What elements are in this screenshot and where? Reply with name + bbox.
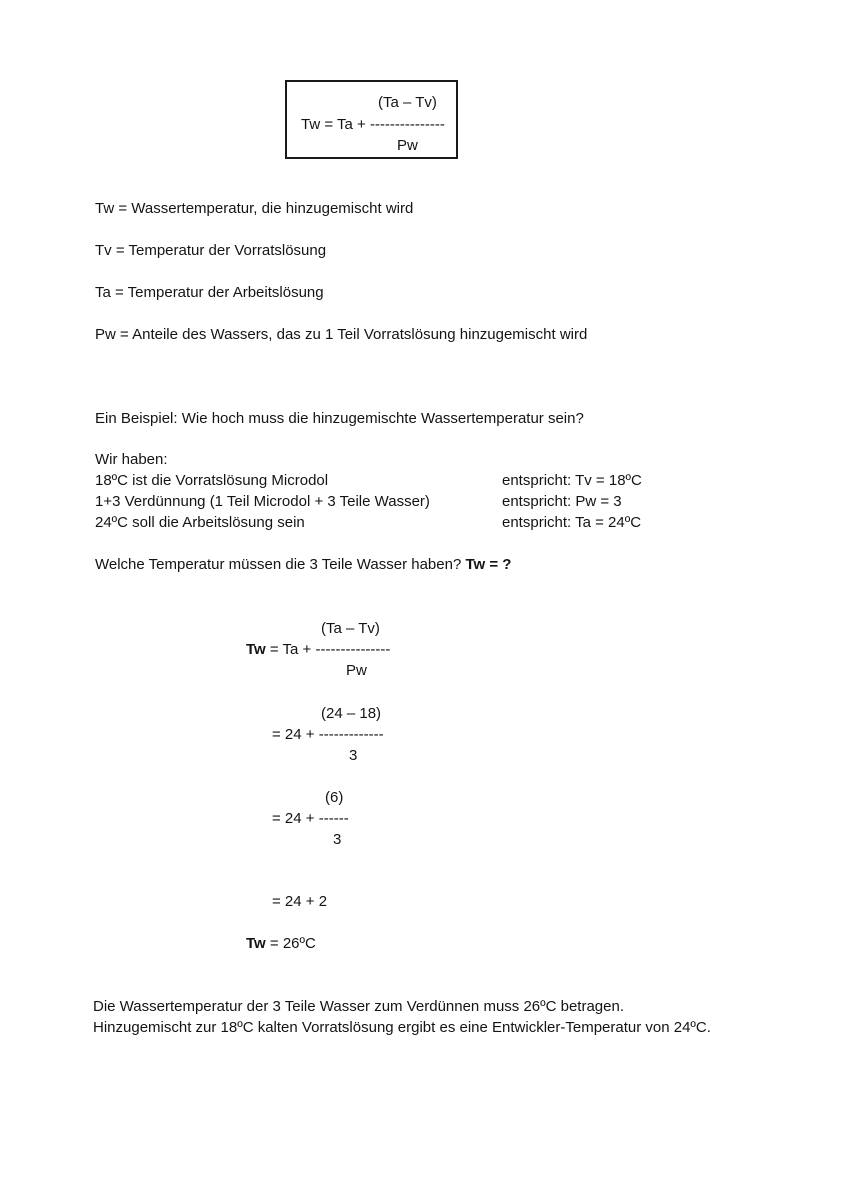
calc-result-tw: Tw <box>246 935 266 952</box>
example-ask <box>95 556 511 574</box>
example-question: Ein Beispiel: Wie hoch muss die hinzugemischte Wassertemperatur sein? <box>95 410 584 427</box>
calc-step3-bar: ------ <box>318 810 349 827</box>
formula-box-fraction-bar: --------------- <box>369 116 445 133</box>
example-row-right: entspricht: Ta = 24ºC <box>502 514 642 531</box>
calc-step1-lhs: = Ta + <box>265 641 316 658</box>
definition-tw: Tw = Wassertemperatur, die hinzugemischt wird <box>95 200 414 217</box>
calc-step2-numerator: (24 – 18) <box>321 705 382 722</box>
calc-step2-denominator: 3 <box>349 747 358 764</box>
calc-step4: = 24 + 2 <box>272 893 328 910</box>
example-ask-bold: Tw = ? <box>465 556 512 573</box>
calc-step3-equation <box>272 810 349 828</box>
example-have-label: Wir haben: <box>95 451 168 468</box>
calc-step3-lhs: = 24 + <box>272 810 319 827</box>
calc-result <box>246 935 316 953</box>
definition-ta: Ta = Temperatur der Arbeitslösung <box>95 284 324 301</box>
definition-tv: Tv = Temperatur der Vorratslösung <box>95 242 327 259</box>
conclusion-line: Hinzugemischt zur 18ºC kalten Vorratslösung ergibt es eine Entwickler-Temperatur von 24ºC. <box>93 1019 711 1036</box>
example-row-left: 1+3 Verdünnung (1 Teil Microdol + 3 Teile Wasser) <box>95 493 430 510</box>
calc-step2-equation <box>272 726 384 744</box>
calc-step1-bar: --------------- <box>315 641 391 658</box>
example-row-left: 24ºC soll die Arbeitslösung sein <box>95 514 305 531</box>
formula-box-equation <box>301 116 445 134</box>
formula-box-numerator: (Ta – Tv) <box>378 94 437 111</box>
formula-box-denominator: Pw <box>397 137 418 154</box>
example-row-left: 18ºC ist die Vorratslösung Microdol <box>95 472 329 489</box>
calc-step3-denominator: 3 <box>333 831 342 848</box>
calc-step3-numerator: (6) <box>325 789 344 806</box>
conclusion-line: Die Wassertemperatur der 3 Teile Wasser zum Verdünnen muss 26ºC betragen. <box>93 998 624 1015</box>
calc-step2-lhs: = 24 + <box>272 726 319 743</box>
calc-step1-equation <box>246 641 390 659</box>
formula-box-lhs: Tw = Ta + <box>301 116 370 133</box>
example-ask-text: Welche Temperatur müssen die 3 Teile Wasser haben? <box>95 556 462 573</box>
calc-step1-numerator: (Ta – Tv) <box>321 620 380 637</box>
calc-step1-denominator: Pw <box>346 662 367 679</box>
calc-step2-bar: ------------- <box>318 726 384 743</box>
calc-step1-tw: Tw <box>246 641 266 658</box>
example-row-right: entspricht: Pw = 3 <box>502 493 622 510</box>
calc-result-value: = 26ºC <box>265 935 316 952</box>
example-row-right: entspricht: Tv = 18ºC <box>502 472 642 489</box>
definition-pw: Pw = Anteile des Wassers, das zu 1 Teil Vorratslösung hinzugemischt wird <box>95 326 588 343</box>
